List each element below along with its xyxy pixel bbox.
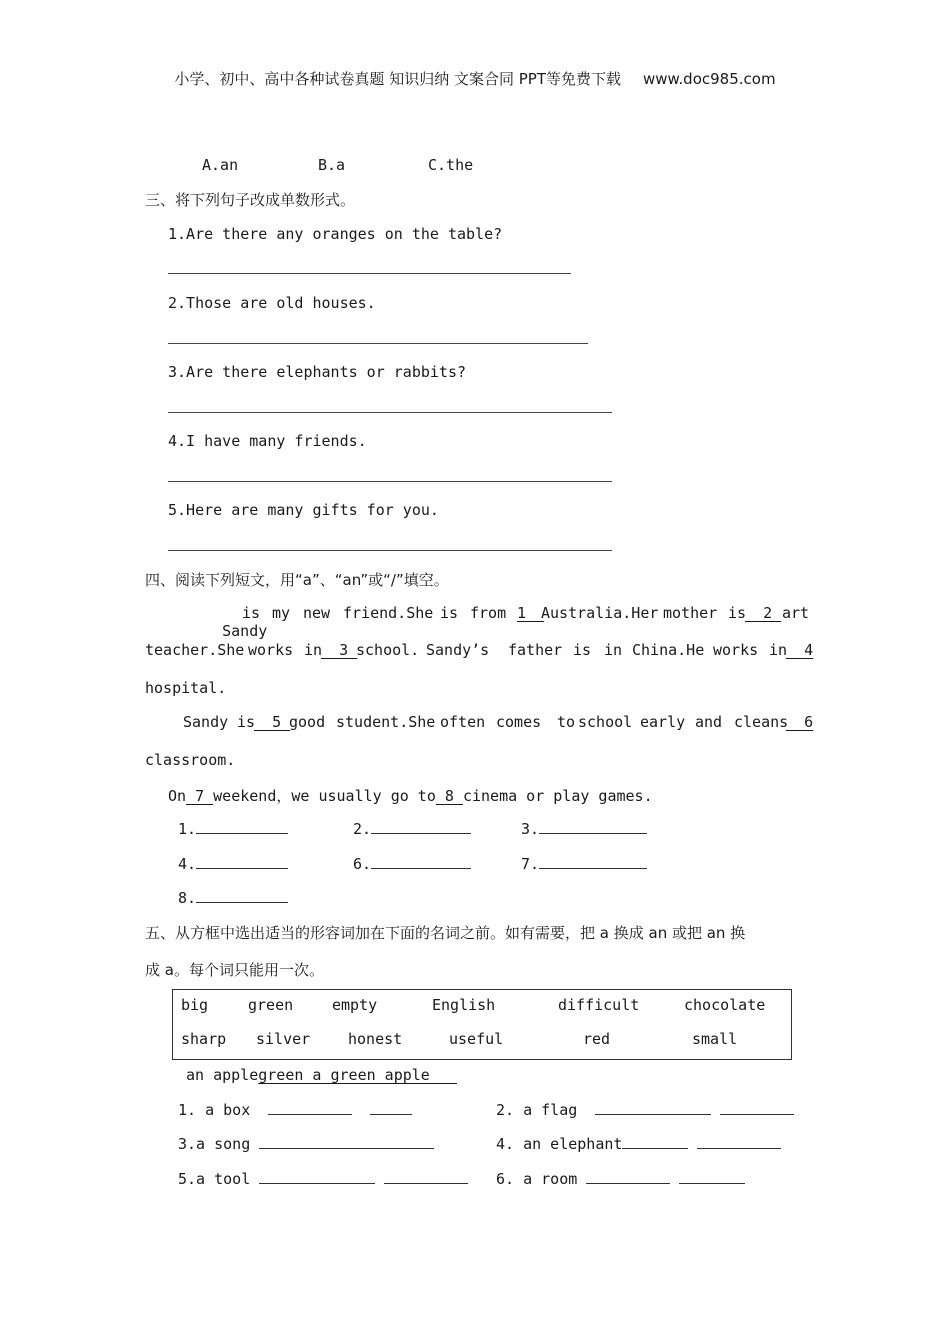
word-box-item: honest <box>348 1030 403 1048</box>
section5-title-line1: 五、从方框中选出适当的形容词加在下面的名词之前。如有需要，把 a 换成 an 或把 an 换 <box>145 924 746 942</box>
word: is <box>728 604 747 622</box>
word: new <box>303 604 331 622</box>
answer-line-3[interactable] <box>168 412 612 413</box>
word-box-item: difficult <box>558 996 640 1014</box>
page-header <box>0 68 950 89</box>
word: school <box>578 713 633 731</box>
word-box-item: red <box>583 1030 611 1048</box>
word: works <box>713 641 759 659</box>
word: Sandy <box>183 713 229 731</box>
word-box-item: green <box>248 996 294 1014</box>
header-url[interactable]: www.doc985.com <box>642 70 776 88</box>
word: and <box>695 713 723 731</box>
word: is <box>440 604 459 622</box>
word: teacher.She <box>145 641 245 659</box>
word: in <box>304 641 323 659</box>
word-box-item: small <box>692 1030 738 1048</box>
word: early <box>640 713 686 731</box>
word-box-item: silver <box>256 1030 311 1048</box>
word: China.He <box>632 641 705 659</box>
section5-item-5[interactable]: 5.a tool <box>178 1169 468 1188</box>
word: father <box>508 641 563 659</box>
option-c: C.the <box>428 156 474 174</box>
answer-1[interactable]: 1. <box>178 819 288 838</box>
answer-6[interactable]: 6. <box>353 854 471 873</box>
word-box-item: useful <box>449 1030 504 1048</box>
word: from <box>470 604 507 622</box>
word: works <box>248 641 294 659</box>
word-box-item: empty <box>332 996 378 1014</box>
word: friend.She <box>343 604 434 622</box>
section5-item-6[interactable]: 6. a room <box>496 1169 745 1188</box>
section5-item-4[interactable]: 4. an elephant <box>496 1134 781 1153</box>
word: to <box>557 713 576 731</box>
section5-item-1[interactable]: 1. a box <box>178 1100 412 1119</box>
word: in <box>604 641 623 659</box>
word: mother <box>663 604 718 622</box>
passage-line-last: On 7 weekend，we usually go to 8 cinema or play games. <box>168 787 653 805</box>
word: in <box>769 641 788 659</box>
blank-4[interactable]: 4 <box>804 641 814 659</box>
answer-7[interactable]: 7. <box>521 854 647 873</box>
word: often <box>440 713 486 731</box>
blank-7[interactable]: 7 <box>195 787 205 805</box>
section5-title-line2: 成 a。每个词只能用一次。 <box>145 961 324 979</box>
header-text: 小学、初中、高中各种试卷真题 知识归纳 文案合同 PPT等免费下载 <box>174 70 621 88</box>
blank-2[interactable]: 2 <box>763 604 773 622</box>
passage-line-1: Sandy <box>222 622 268 640</box>
word: classroom. <box>145 751 236 769</box>
answer-2[interactable]: 2. <box>353 819 471 838</box>
section3-title: 三、将下列句子改成单数形式。 <box>145 191 356 209</box>
blank-6[interactable]: 6 <box>804 713 814 731</box>
word: school. <box>356 641 420 659</box>
answer-line-5[interactable] <box>168 550 612 551</box>
section3-item-5: 5.Here are many gifts for you. <box>168 501 439 519</box>
word-box-item: chocolate <box>684 996 766 1014</box>
word-box-item: English <box>432 996 496 1014</box>
word: cleans <box>734 713 789 731</box>
word: is <box>237 713 256 731</box>
section3-item-3: 3.Are there elephants or rabbits? <box>168 363 467 381</box>
blank-5[interactable]: 5 <box>272 713 282 731</box>
section3-item-1: 1.Are there any oranges on the table? <box>168 225 503 243</box>
word: art <box>782 604 810 622</box>
word: Sandy’s <box>426 641 490 659</box>
option-a: A.an <box>202 156 239 174</box>
word-box-item: big <box>181 996 209 1014</box>
answer-line-4[interactable] <box>168 481 612 482</box>
answer-line-2[interactable] <box>168 343 588 344</box>
section5-item-3[interactable]: 3.a song <box>178 1134 434 1153</box>
option-b: B.a <box>318 156 346 174</box>
section4-title: 四、阅读下列短文，用“a”、“an”或“/”填空。 <box>145 571 449 589</box>
section3-item-4: 4.I have many friends. <box>168 432 367 450</box>
blank-1[interactable]: 1 <box>517 604 527 622</box>
answer-3[interactable]: 3. <box>521 819 647 838</box>
blank-8[interactable]: 8 <box>444 787 454 805</box>
word: good <box>289 713 326 731</box>
section5-item-2[interactable]: 2. a flag <box>496 1100 794 1119</box>
word-box-item: sharp <box>181 1030 227 1048</box>
answer-8[interactable]: 8. <box>178 888 288 907</box>
blank-3[interactable]: 3 <box>339 641 349 659</box>
word: comes <box>496 713 542 731</box>
example-answer: green a green apple <box>258 1066 430 1084</box>
section3-item-2: 2.Those are old houses. <box>168 294 376 312</box>
word: is <box>573 641 592 659</box>
word: is <box>242 604 261 622</box>
word: student.She <box>336 713 436 731</box>
word: Australia.Her <box>541 604 659 622</box>
answer-4[interactable]: 4. <box>178 854 288 873</box>
word: hospital. <box>145 679 227 697</box>
example-line: an applegreen a green apple <box>186 1066 430 1084</box>
word: my <box>272 604 291 622</box>
answer-line-1[interactable] <box>168 273 571 274</box>
